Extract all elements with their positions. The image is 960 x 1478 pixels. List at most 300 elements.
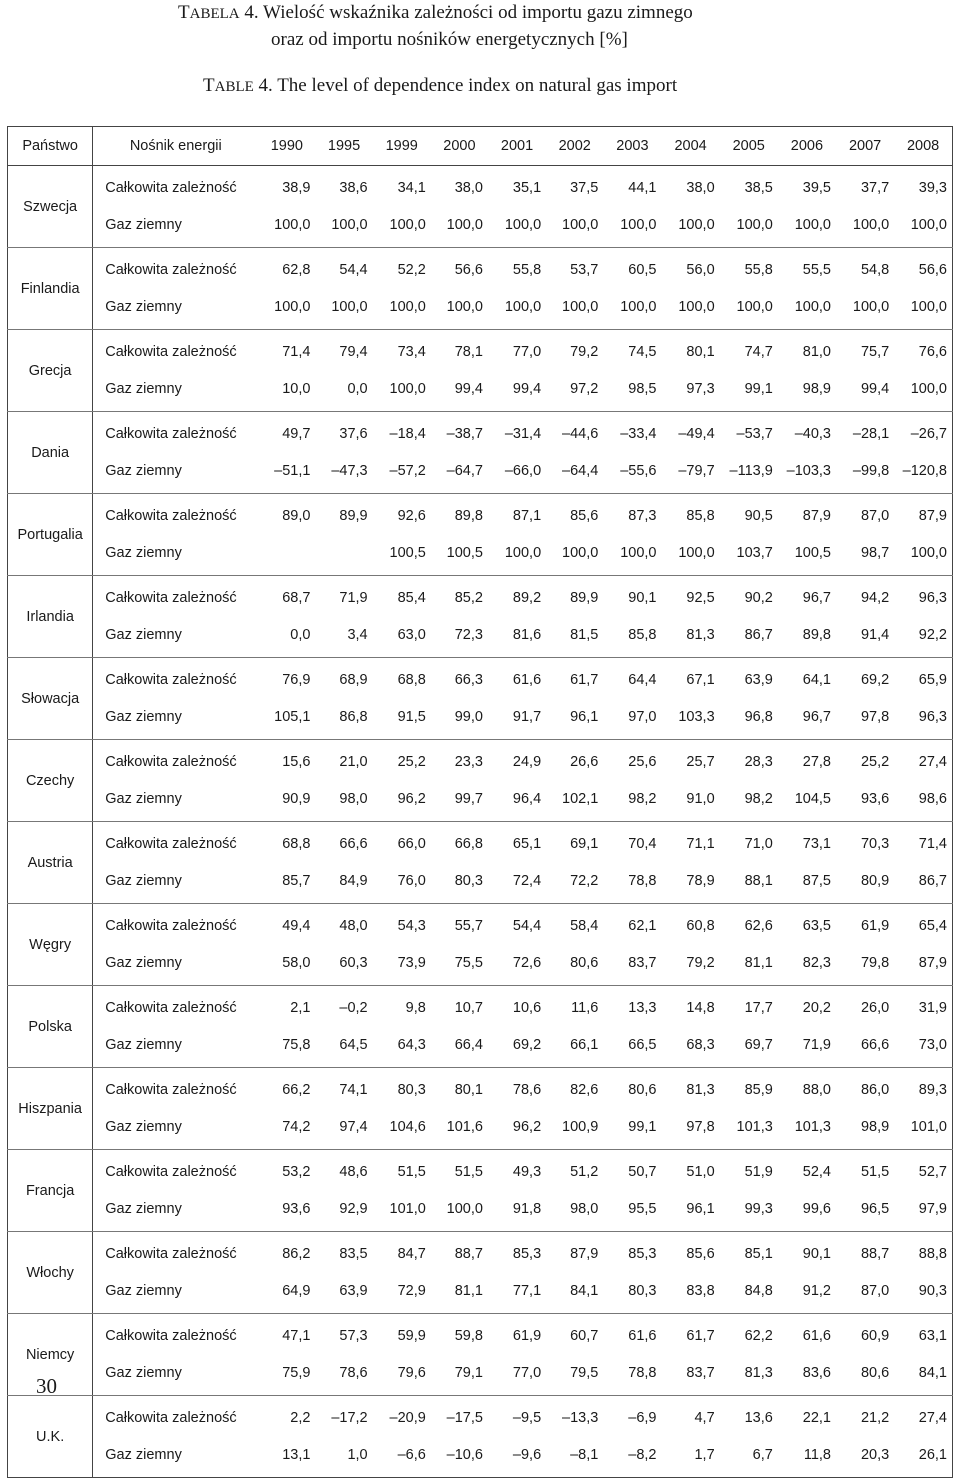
value-cell: 73,4 (397, 344, 426, 361)
table-row (8, 412, 953, 453)
value-cell: 82,6 (570, 1082, 599, 1099)
value-cell: 64,3 (373, 1027, 431, 1068)
value-cell: 64,4 (628, 672, 657, 689)
value-cell: –26,7 (910, 426, 947, 443)
value-cell: 26,6 (570, 754, 599, 771)
value-cell: 35,1 (512, 180, 542, 197)
value-cell: 97,9 (894, 1191, 952, 1232)
value-cell: –55,6 (603, 453, 661, 494)
value-cell: 86,0 (860, 1082, 890, 1099)
value-cell: 101,3 (778, 1109, 836, 1150)
value-cell: 86,7 (894, 863, 952, 904)
value-cell: 21,0 (339, 754, 368, 771)
value-cell: 100,0 (836, 207, 894, 248)
table-header-row (8, 127, 953, 166)
table-row (8, 1232, 953, 1273)
table-row (8, 166, 953, 207)
value-cell: 15,6 (282, 754, 311, 771)
value-cell: 98,6 (894, 781, 952, 822)
value-cell: 85,1 (744, 1246, 773, 1263)
value-cell: 69,2 (488, 1027, 546, 1068)
header-year: 2000 (431, 127, 488, 166)
value-cell: 13,3 (628, 1000, 657, 1017)
carrier-label-total: Całkowita zależność (105, 672, 237, 689)
value-cell: 100,0 (603, 535, 661, 576)
value-cell: 78,6 (315, 1355, 372, 1396)
value-cell: 81,0 (802, 344, 831, 361)
value-cell: 37,7 (860, 180, 890, 197)
value-cell: 66,0 (397, 836, 426, 853)
carrier-label-total: Całkowita zależność (105, 1082, 237, 1099)
value-cell: –64,7 (431, 453, 488, 494)
value-cell: 53,2 (282, 1164, 311, 1181)
value-cell: 66,5 (603, 1027, 661, 1068)
value-cell: 60,3 (315, 945, 372, 986)
value-cell: 80,6 (836, 1355, 894, 1396)
value-cell: 85,7 (258, 863, 315, 904)
value-cell: 101,0 (894, 1109, 952, 1150)
value-cell: 90,5 (744, 508, 773, 525)
value-cell: 88,7 (860, 1246, 890, 1263)
value-cell: 61,7 (686, 1328, 715, 1345)
value-cell: 24,9 (512, 754, 542, 771)
value-cell: 0,0 (258, 617, 315, 658)
value-cell: 63,9 (744, 672, 773, 689)
value-cell: 79,6 (373, 1355, 431, 1396)
value-cell: 2,2 (290, 1410, 311, 1427)
country-name: Polska (8, 986, 93, 1068)
value-cell: 98,9 (836, 1109, 894, 1150)
carrier-label-total: Całkowita zależność (105, 1328, 237, 1345)
table-body (8, 166, 953, 1478)
carrier-label-total: Całkowita zależność (105, 836, 237, 853)
value-cell: 66,6 (836, 1027, 894, 1068)
country-name: Niemcy (8, 1314, 93, 1396)
value-cell: 25,6 (628, 754, 657, 771)
value-cell: 71,9 (339, 590, 368, 607)
value-cell: 77,0 (488, 1355, 546, 1396)
value-cell: 79,1 (431, 1355, 488, 1396)
value-cell: –79,7 (661, 453, 719, 494)
header-year: 2007 (836, 127, 894, 166)
carrier-label-gas: Gaz ziemny (93, 535, 259, 576)
value-cell: 60,7 (570, 1328, 599, 1345)
value-cell: 100,0 (661, 289, 719, 330)
value-cell: 6,7 (720, 1437, 778, 1478)
value-cell: 96,8 (720, 699, 778, 740)
value-cell: 96,7 (802, 590, 831, 607)
value-cell: 93,6 (258, 1191, 315, 1232)
value-cell: 85,3 (628, 1246, 657, 1263)
value-cell: 91,4 (836, 617, 894, 658)
table-row (8, 248, 953, 289)
table-row (8, 822, 953, 863)
carrier-label-gas: Gaz ziemny (93, 617, 259, 658)
table-row (8, 1150, 953, 1191)
value-cell: 100,0 (720, 289, 778, 330)
value-cell: 55,8 (512, 262, 542, 279)
value-cell: 96,2 (373, 781, 431, 822)
table-row (8, 617, 953, 658)
value-cell: 23,3 (454, 754, 483, 771)
value-cell: 79,2 (570, 344, 599, 361)
value-cell: 58,0 (258, 945, 315, 986)
header-year: 2008 (894, 127, 952, 166)
value-cell: 100,0 (778, 207, 836, 248)
value-cell: 83,7 (603, 945, 661, 986)
value-cell: 97,4 (315, 1109, 372, 1150)
value-cell: 75,8 (258, 1027, 315, 1068)
value-cell: 100,0 (488, 289, 546, 330)
value-cell: –64,4 (546, 453, 603, 494)
carrier-label-gas: Gaz ziemny (93, 863, 259, 904)
value-cell: 73,0 (894, 1027, 952, 1068)
header-year: 2005 (720, 127, 778, 166)
value-cell: 61,9 (512, 1328, 542, 1345)
value-cell: 78,8 (603, 863, 661, 904)
value-cell: 100,0 (258, 207, 315, 248)
value-cell: –10,6 (431, 1437, 488, 1478)
table-row (8, 658, 953, 699)
value-cell: –18,4 (389, 426, 426, 443)
value-cell: 97,2 (546, 371, 603, 412)
value-cell: 67,1 (686, 672, 715, 689)
value-cell: 77,0 (512, 344, 542, 361)
value-cell: 75,7 (860, 344, 890, 361)
value-cell: 61,6 (512, 672, 542, 689)
value-cell: 100,0 (894, 371, 952, 412)
value-cell: 68,8 (282, 836, 311, 853)
value-cell: 17,7 (744, 1000, 773, 1017)
value-cell: 74,7 (744, 344, 773, 361)
value-cell: 85,3 (512, 1246, 542, 1263)
carrier-label-gas: Gaz ziemny (93, 207, 259, 248)
value-cell: –120,8 (894, 453, 952, 494)
value-cell: 100,5 (778, 535, 836, 576)
page-number: 30 (36, 1374, 57, 1398)
value-cell: 92,2 (894, 617, 952, 658)
value-cell: 88,0 (802, 1082, 831, 1099)
carrier-label-gas: Gaz ziemny (93, 453, 259, 494)
value-cell: 10,7 (454, 1000, 483, 1017)
value-cell: –33,4 (620, 426, 657, 443)
value-cell: 83,5 (339, 1246, 368, 1263)
value-cell: 72,3 (431, 617, 488, 658)
value-cell: 83,6 (778, 1355, 836, 1396)
header-year: 2003 (603, 127, 661, 166)
header-carrier: Nośnik energii (93, 127, 259, 166)
value-cell: 80,1 (454, 1082, 483, 1099)
value-cell: 70,3 (860, 836, 890, 853)
value-cell: 60,9 (860, 1328, 890, 1345)
value-cell: 91,7 (488, 699, 546, 740)
table-row (8, 330, 953, 371)
value-cell: 69,2 (860, 672, 890, 689)
value-cell: 61,6 (802, 1328, 831, 1345)
carrier-label-gas: Gaz ziemny (93, 699, 259, 740)
value-cell: 99,4 (488, 371, 546, 412)
value-cell: 31,9 (918, 1000, 947, 1017)
value-cell: 60,5 (628, 262, 657, 279)
value-cell: 99,4 (836, 371, 894, 412)
value-cell: 94,2 (860, 590, 890, 607)
value-cell: –99,8 (836, 453, 894, 494)
value-cell: 72,2 (546, 863, 603, 904)
value-cell: 79,8 (836, 945, 894, 986)
value-cell: –44,6 (562, 426, 599, 443)
carrier-label-gas: Gaz ziemny (93, 945, 259, 986)
country-name: Włochy (8, 1232, 93, 1314)
value-cell: 83,8 (661, 1273, 719, 1314)
carrier-label-gas: Gaz ziemny (93, 781, 259, 822)
value-cell: 93,6 (836, 781, 894, 822)
value-cell: 90,1 (628, 590, 657, 607)
value-cell: 100,0 (894, 207, 952, 248)
value-cell: 88,8 (918, 1246, 947, 1263)
value-cell: 80,9 (836, 863, 894, 904)
value-cell: 87,0 (860, 508, 890, 525)
value-cell: 26,1 (894, 1437, 952, 1478)
carrier-label-total: Całkowita zależność (105, 426, 237, 443)
value-cell: 103,3 (661, 699, 719, 740)
value-cell: 80,1 (686, 344, 715, 361)
value-cell: 55,8 (744, 262, 773, 279)
value-cell: 25,2 (860, 754, 890, 771)
value-cell: 14,8 (686, 1000, 715, 1017)
value-cell: 97,3 (661, 371, 719, 412)
value-cell: 51,5 (860, 1164, 890, 1181)
value-cell: 84,1 (546, 1273, 603, 1314)
value-cell: 88,7 (454, 1246, 483, 1263)
value-cell: 91,0 (661, 781, 719, 822)
table-row (8, 453, 953, 494)
value-cell: 83,7 (661, 1355, 719, 1396)
value-cell: 84,7 (397, 1246, 426, 1263)
country-name: Szwecja (8, 166, 93, 248)
value-cell: 74,1 (339, 1082, 368, 1099)
value-cell: 91,8 (488, 1191, 546, 1232)
value-cell: 52,7 (918, 1164, 947, 1181)
value-cell: 66,8 (454, 836, 483, 853)
value-cell: 100,0 (488, 207, 546, 248)
value-cell: 100,0 (373, 289, 431, 330)
value-cell: 74,5 (628, 344, 657, 361)
value-cell: 49,3 (512, 1164, 542, 1181)
value-cell: 104,6 (373, 1109, 431, 1150)
table-row (8, 740, 953, 781)
value-cell: 86,8 (315, 699, 372, 740)
carrier-label-gas: Gaz ziemny (93, 1109, 259, 1150)
value-cell: 79,5 (546, 1355, 603, 1396)
value-cell: –9,5 (512, 1410, 542, 1427)
table-row (8, 1068, 953, 1109)
value-cell: 84,9 (315, 863, 372, 904)
value-cell: 44,1 (628, 180, 657, 197)
value-cell: 62,2 (744, 1328, 773, 1345)
value-cell: 1,7 (661, 1437, 719, 1478)
value-cell: 75,9 (258, 1355, 315, 1396)
value-cell: 100,0 (431, 207, 488, 248)
header-year: 1990 (258, 127, 315, 166)
value-cell: 58,4 (570, 918, 599, 935)
value-cell: 88,1 (720, 863, 778, 904)
value-cell: 99,7 (431, 781, 488, 822)
value-cell: 80,3 (397, 1082, 426, 1099)
value-cell: 100,0 (661, 207, 719, 248)
value-cell: 80,3 (431, 863, 488, 904)
value-cell: 100,0 (894, 535, 952, 576)
value-cell: 37,6 (339, 426, 368, 443)
value-cell: 74,2 (258, 1109, 315, 1150)
value-cell: 103,7 (720, 535, 778, 576)
value-cell: 89,9 (570, 590, 599, 607)
value-cell: 71,4 (282, 344, 311, 361)
value-cell: 96,3 (918, 590, 947, 607)
value-cell: 11,6 (571, 1000, 599, 1017)
value-cell: 2,1 (290, 1000, 311, 1017)
value-cell: 99,0 (431, 699, 488, 740)
value-cell: –51,1 (258, 453, 315, 494)
table-row (8, 576, 953, 617)
value-cell: –6,9 (628, 1410, 657, 1427)
value-cell: –20,9 (389, 1410, 426, 1427)
value-cell: –28,1 (852, 426, 890, 443)
table-row (8, 1355, 953, 1396)
value-cell: 65,9 (918, 672, 947, 689)
value-cell: 38,6 (339, 180, 368, 197)
value-cell: –47,3 (315, 453, 372, 494)
value-cell: 52,4 (802, 1164, 831, 1181)
value-cell: –9,6 (488, 1437, 546, 1478)
value-cell: 63,0 (373, 617, 431, 658)
value-cell: 37,5 (570, 180, 599, 197)
table-row (8, 1437, 953, 1478)
carrier-label-gas: Gaz ziemny (93, 1191, 259, 1232)
value-cell: 100,0 (778, 289, 836, 330)
value-cell: 85,9 (744, 1082, 773, 1099)
value-cell: 85,6 (570, 508, 599, 525)
value-cell: 27,4 (918, 1410, 947, 1427)
value-cell: –38,7 (446, 426, 483, 443)
value-cell: 0,0 (315, 371, 372, 412)
value-cell: 76,9 (282, 672, 311, 689)
country-name: Finlandia (8, 248, 93, 330)
value-cell: 89,2 (512, 590, 542, 607)
value-cell: 34,1 (397, 180, 426, 197)
table-row (8, 945, 953, 986)
value-cell: 87,9 (802, 508, 831, 525)
value-cell: 13,6 (744, 1410, 773, 1427)
header-year: 2002 (546, 127, 603, 166)
value-cell: 96,5 (836, 1191, 894, 1232)
value-cell: 100,0 (315, 289, 372, 330)
caption-polish-line2: oraz od importu nośników energetycznych [%] (271, 29, 628, 50)
table-row (8, 1273, 953, 1314)
country-name: Francja (8, 1150, 93, 1232)
value-cell: 87,0 (836, 1273, 894, 1314)
caption-polish-line1: TABELA 4. Wielość wskaźnika zależności od importu gazu zimnego (178, 2, 693, 23)
value-cell: –17,5 (446, 1410, 483, 1427)
value-cell: 100,0 (894, 289, 952, 330)
value-cell: 87,9 (570, 1246, 599, 1263)
value-cell: 52,2 (397, 262, 426, 279)
value-cell: 87,9 (918, 508, 947, 525)
table-row (8, 986, 953, 1027)
country-name: Węgry (8, 904, 93, 986)
value-cell: 51,2 (570, 1164, 599, 1181)
value-cell: 100,0 (603, 289, 661, 330)
value-cell: 76,0 (373, 863, 431, 904)
value-cell: 10,6 (512, 1000, 542, 1017)
value-cell: 97,8 (836, 699, 894, 740)
value-cell: –6,6 (373, 1437, 431, 1478)
value-cell: 66,3 (454, 672, 483, 689)
value-cell: 75,5 (431, 945, 488, 986)
header-year: 1995 (315, 127, 372, 166)
carrier-label-total: Całkowita zależność (105, 1000, 237, 1017)
value-cell: 20,2 (802, 1000, 831, 1017)
value-cell: 21,2 (860, 1410, 890, 1427)
value-cell: 85,6 (686, 1246, 715, 1263)
value-cell: 62,8 (282, 262, 311, 279)
value-cell: 68,7 (282, 590, 311, 607)
value-cell: 54,8 (860, 262, 890, 279)
table-row (8, 1396, 953, 1437)
value-cell: 101,3 (720, 1109, 778, 1150)
value-cell: 61,9 (860, 918, 890, 935)
carrier-label-total: Całkowita zależność (105, 1164, 237, 1181)
carrier-label-total: Całkowita zależność (105, 754, 237, 771)
value-cell: 70,4 (628, 836, 657, 853)
value-cell: 69,1 (570, 836, 599, 853)
value-cell: 100,0 (720, 207, 778, 248)
carrier-label-total: Całkowita zależność (105, 1410, 237, 1427)
value-cell: 62,6 (744, 918, 773, 935)
table-row (8, 781, 953, 822)
value-cell: 85,8 (603, 617, 661, 658)
value-cell: 81,1 (720, 945, 778, 986)
value-cell: 10,0 (258, 371, 315, 412)
table-row (8, 535, 953, 576)
country-name: Grecja (8, 330, 93, 412)
value-cell: 99,4 (431, 371, 488, 412)
value-cell: 90,2 (744, 590, 773, 607)
carrier-label-total: Całkowita zależność (105, 1246, 237, 1263)
value-cell: 79,2 (661, 945, 719, 986)
carrier-label-total: Całkowita zależność (105, 508, 237, 525)
value-cell: 81,3 (686, 1082, 715, 1099)
value-cell: 62,1 (628, 918, 657, 935)
value-cell: 71,4 (918, 836, 947, 853)
value-cell: 47,1 (282, 1328, 311, 1345)
value-cell: 98,5 (603, 371, 661, 412)
value-cell: 99,3 (720, 1191, 778, 1232)
value-cell: 81,5 (546, 617, 603, 658)
value-cell: 76,6 (918, 344, 947, 361)
value-cell: 59,8 (454, 1328, 483, 1345)
value-cell: 84,1 (894, 1355, 952, 1396)
value-cell: –8,2 (603, 1437, 661, 1478)
value-cell: 61,7 (570, 672, 599, 689)
value-cell: –49,4 (678, 426, 715, 443)
value-cell: 98,9 (778, 371, 836, 412)
value-cell: 68,3 (661, 1027, 719, 1068)
value-cell: 99,1 (603, 1109, 661, 1150)
value-cell: 100,0 (546, 289, 603, 330)
value-cell: 49,7 (282, 426, 311, 443)
value-cell: 55,7 (454, 918, 483, 935)
value-cell: 91,2 (778, 1273, 836, 1314)
